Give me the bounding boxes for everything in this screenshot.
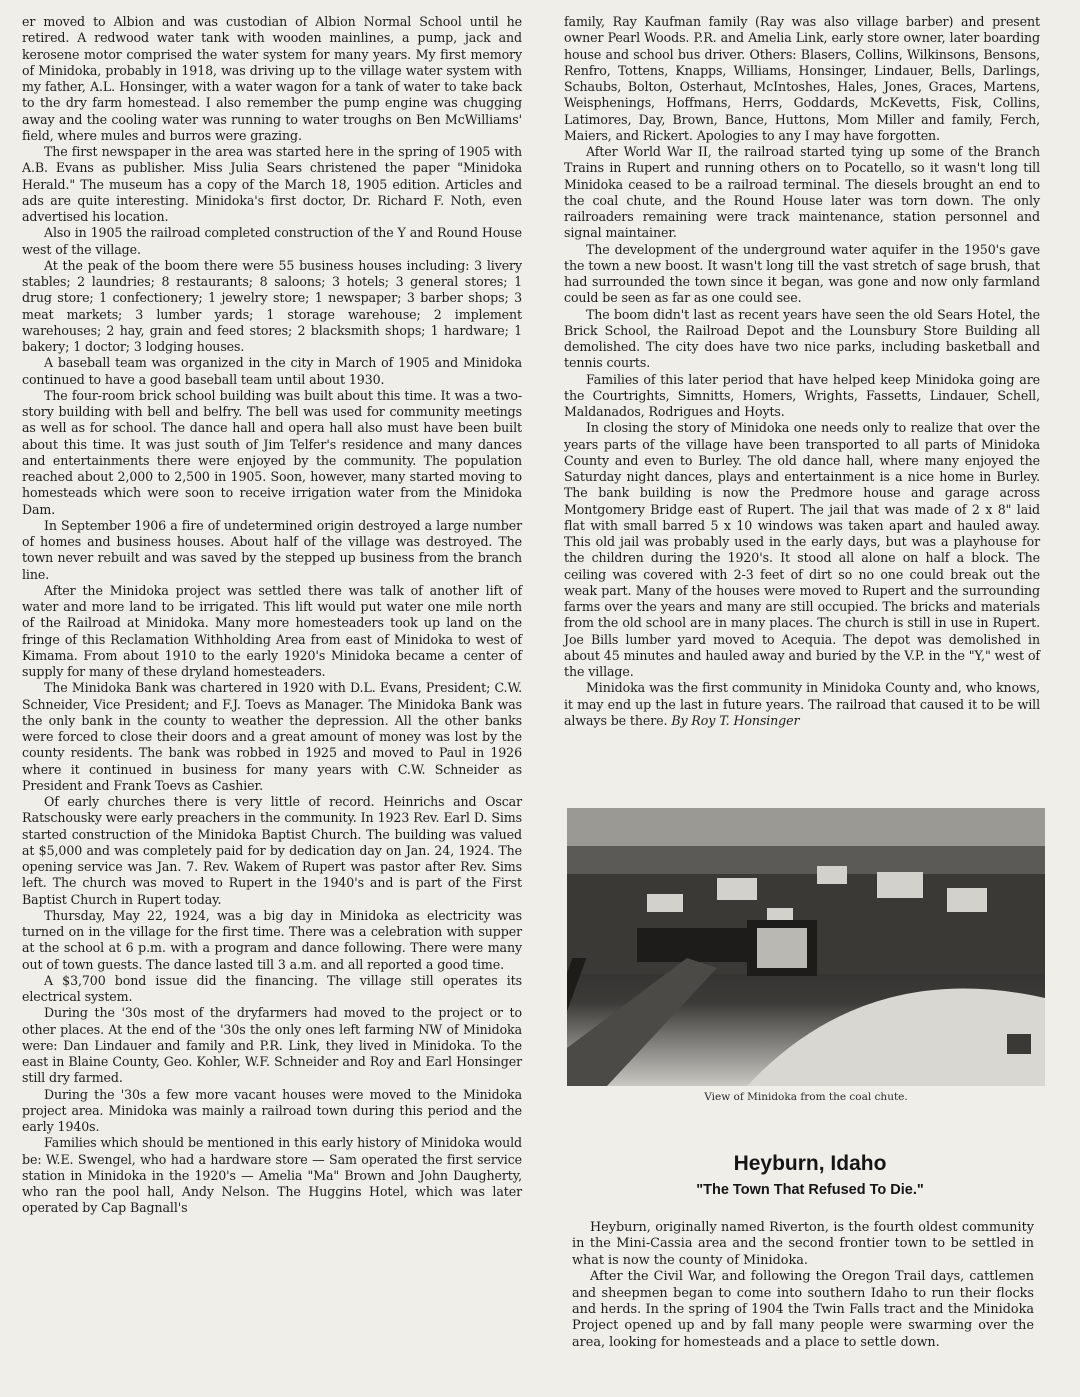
- paragraph: At the peak of the boom there were 55 business houses including: 3 livery stables; 2 laundries; 8 restaurants; 8 saloons; 3 hotels; 3 general stores; 1 drug store; 1 confectionery; 1 jewelry store; 1 newspaper; 3 barber shops; 3 meat markets; 3 lumber yards; 1 storage warehouse; 2 implement warehouses; 2 hay, grain and feed stores; 2 blacksmith shops; 1 hardware; 1 bakery; 1 doctor; 3 lodging houses.: [22, 257, 522, 354]
- paragraph: Families which should be mentioned in this early history of Minidoka would be: W.E. Swengel, who had a hardware store — Sam operated the first service station in Minidoka in the 1920's — Amelia "Ma" Brown and John Daugherty, who ran the pool hall, Andy Nelson. The Huggins Hotel, which was later operated by Cap Bagnall's: [22, 1135, 522, 1216]
- paragraph: During the '30s most of the dryfarmers had moved to the project or to other places. At the end of the '30s the only ones left farming NW of Minidoka were: Dan Lindauer and family and P.R. Link, they lived in Minidoka. To the east in Blaine County, Geo. Kohler, W.F. Schneider and Roy and Earl Honsinger still dry farmed.: [22, 1005, 522, 1086]
- paragraph: In closing the story of Minidoka one needs only to realize that over the years parts of the village have been transported to all parts of Minidoka County and even to Burley. The old dance hall, where many enjoyed the Saturday night dances, plays and entertainment is a nice home in Burley. The bank building is now the Predmore house and garage across Montgomery Bridge east of Rupert. The jail that was made of 2 x 8" laid flat with small barred 5 x 10 windows was taken apart and hauled away. This old jail was probably used in the early days, but was a playhouse for the children during the 1920's. It stood all alone on half a block. The ceiling was covered with 2-3 feet of dirt so no one could break out the weak part. Many of the houses were moved to Rupert and the surrounding farms over the years and many are still occupied. The bricks and materials from the old school are in many places. The church is still in use in Rupert. Joe Bills lumber yard moved to Acequia. The depot was demolished in about 45 minutes and hauled away and buried by the V.P. in the "Y," west of the village.: [564, 420, 1040, 679]
- paragraph: In September 1906 a fire of undetermined origin destroyed a large number of homes and business houses. About half of the village was destroyed. The town never rebuilt and was saved by the stepped up business from the branch line.: [22, 517, 522, 582]
- paragraph-closing: [564, 680, 1040, 729]
- paragraph: Families of this later period that have helped keep Minidoka going are the Courtrights, Simnitts, Homers, Wrights, Fassetts, Lindauer, Schell, Maldanados, Rodrigues and Hoyts.: [564, 371, 1040, 419]
- paragraph: family, Ray Kaufman family (Ray was also village barber) and present owner Pearl Woods. P.R. and Amelia Link, early store owner, later boarding house and school bus driver. Others: Blasers, Collins, Wilkinsons, Bensons, Renfro, Tottens, Knapps, Williams, Honsinger, Lindauer, Bells, Darlings, Schaubs, Bolton, Osterhaut, McIntoshes, Hales, Jones, Graces, Martens, Weisphenings, Hoffmans, Herrs, Goddards, McKevetts, Fisk, Collins, Latimores, Day, Brown, Bance, Huttons, Mom Miller and family, Ferch, Maiers, and Rickert. Apologies to any I may have forgotten.: [564, 14, 1040, 143]
- photo-caption: View of Minidoka from the coal chute.: [704, 1091, 908, 1103]
- paragraph: During the '30s a few more vacant houses were moved to the Minidoka project area. Minidoka was mainly a railroad town during this period and the early 1940s.: [22, 1086, 522, 1134]
- photo-illustration: [567, 808, 1045, 1086]
- paragraph: er moved to Albion and was custodian of Albion Normal School until he retired. A redwood water tank with wooden mainlines, a pump, jack and kerosene motor comprised the water system for many years. My first memory of Minidoka, probably in 1918, was driving up to the village water system with my father, A.L. Honsinger, with a water wagon for a tank of water to take back to the dry farm homestead. I also remember the pump engine was chugging away and the cooling water was running to water troughs on Ben McWilliams' field, where mules and burros were grazing.: [22, 14, 522, 143]
- minidoka-photo: [567, 808, 1045, 1086]
- paragraph: A baseball team was organized in the city in March of 1905 and Minidoka continued to have a good baseball team until about 1930.: [22, 355, 522, 387]
- heyburn-title: Heyburn, Idaho: [733, 1152, 887, 1175]
- paragraph: After World War II, the railroad started tying up some of the Branch Trains in Rupert and running others on to Pocatello, so it wasn't long till Minidoka ceased to be a railroad terminal. The diesels brought an end to the coal chute, and the Round House later was torn down. The only railroaders remaining were track maintenance, station personnel and signal maintainer.: [564, 144, 1040, 241]
- paragraph: After the Civil War, and following the Oregon Trail days, cattlemen and sheepmen began to come into southern Idaho to run their flocks and herds. In the spring of 1904 the Twin Falls tract and the Minidoka Project opened up and by fall many people were swarming over the area, looking for homesteads and a place to settle down.: [572, 1269, 1034, 1350]
- paragraph: The first newspaper in the area was started here in the spring of 1905 with A.B. Evans as publisher. Miss Julia Sears christened the paper "Minidoka Herald." The museum has a copy of the March 18, 1905 edition. Articles and ads are quite interesting. Minidoka's first doctor, Dr. Richard F. Noth, even advertised his location.: [22, 144, 522, 224]
- paragraph: Also in 1905 the railroad completed construction of the Y and Round House west of the village.: [22, 225, 522, 257]
- paragraph: After the Minidoka project was settled there was talk of another lift of water and more land to be irrigated. This lift would put water one mile north of the Railroad at Minidoka. Many more homesteaders took up land on the fringe of this Reclamation Withholding Area from east of Minidoka to west of Kimama. From about 1910 to the early 1920's Minidoka became a center of supply for many of these dryland homesteaders.: [22, 582, 522, 679]
- closing-text: Minidoka was the first community in Minidoka County and, who knows, it may end up the last in future years. The railroad that caused it to be will always be there.: [564, 680, 1040, 728]
- paragraph: The development of the underground water aquifer in the 1950's gave the town a new boost. It wasn't long till the vast stretch of sage brush, that had surrounded the town since it began, was gone and now only farmland could be seen as far as one could see.: [564, 241, 1040, 306]
- heyburn-subtitle: "The Town That Refused To Die.": [696, 1182, 924, 1198]
- paragraph: Thursday, May 22, 1924, was a big day in Minidoka as electricity was turned on in the village for the first time. There was a celebration with supper at the school at 6 p.m. with a program and dance following. There were many out of town guests. The dance lasted till 3 a.m. and all reported a good time.: [22, 907, 522, 972]
- paragraph: A $3,700 bond issue did the financing. The village still operates its electrical system.: [22, 972, 522, 1004]
- heyburn-body: [572, 1220, 1034, 1351]
- paragraph: The four-room brick school building was built about this time. It was a two-story building with bell and belfry. The bell was used for community meetings as well as for school. The dance hall and opera hall also must have been built about this time. It was just south of Jim Telfer's residence and many dances and entertainments there were enjoyed by the community. The population reached about 2,000 to 2,500 in 1905. Soon, however, many started moving to homesteads which were soon to receive irrigation water from the Minidoka Dam.: [22, 387, 522, 517]
- left-column: [22, 14, 522, 1217]
- paragraph: The boom didn't last as recent years have seen the old Sears Hotel, the Brick School, the Railroad Depot and the Lounsbury Store Building all demolished. The city does have two nice parks, including basketball and tennis courts.: [564, 306, 1040, 371]
- right-column: [564, 14, 1040, 729]
- paragraph: Heyburn, originally named Riverton, is the fourth oldest community in the Mini-Cassia area and the second frontier town to be settled in what is now the county of Minidoka.: [572, 1220, 1034, 1268]
- paragraph: The Minidoka Bank was chartered in 1920 with D.L. Evans, President; C.W. Schneider, Vice President; and F.J. Toevs as Manager. The Minidoka Bank was the only bank in the county to weather the depression. All the other banks were forced to close their doors and a great amount of money was lost by the county residents. The bank was robbed in 1925 and moved to Paul in 1926 where it continued in business for many years with C.W. Schneider as President and Frank Toevs as Cashier.: [22, 680, 522, 793]
- byline: By Roy T. Honsinger: [671, 712, 800, 728]
- paragraph: Of early churches there is very little of record. Heinrichs and Oscar Ratschousky were early preachers in the community. In 1923 Rev. Earl D. Sims started construction of the Minidoka Baptist Church. The building was valued at $5,000 and was completely paid for by dedication day on Jan. 24, 1924. The opening service was Jan. 7. Rev. Wakem of Rupert was pastor after Rev. Sims left. The church was moved to Rupert in the 1940's and is part of the First Baptist Church in Rupert today.: [22, 794, 522, 907]
